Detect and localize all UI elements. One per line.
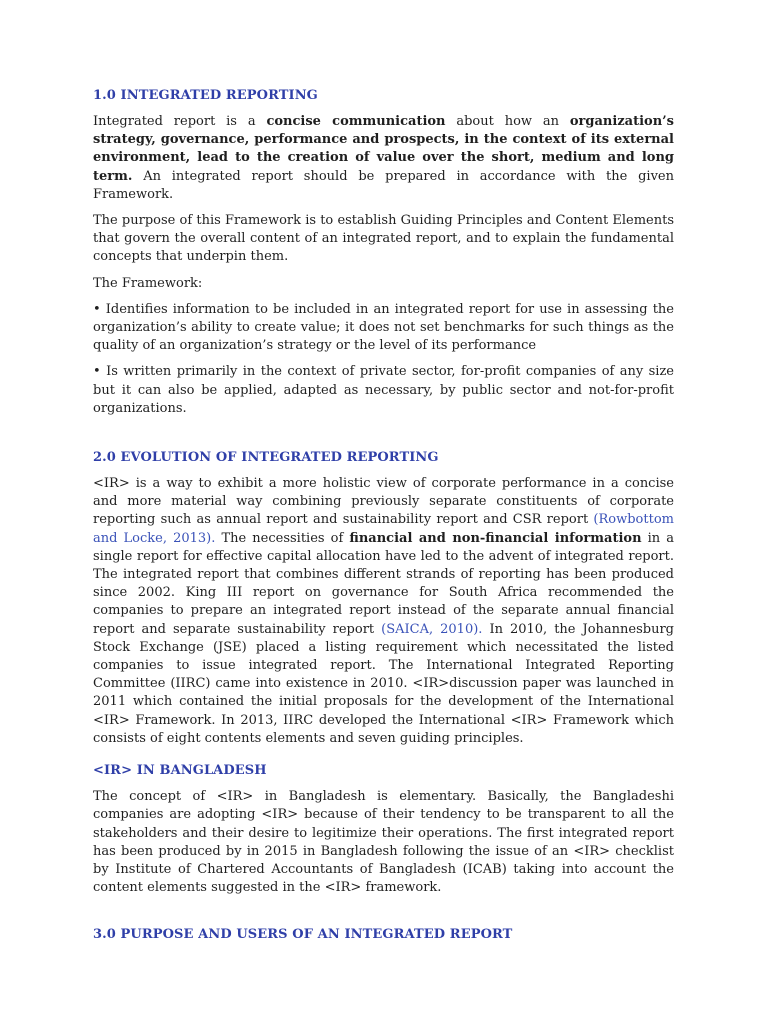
section-2-heading: 2.0 EVOLUTION OF INTEGRATED REPORTING [93,450,439,466]
text-run: The necessities of [215,530,350,546]
text-run: In 2010, the Johannesburg Stock Exchange (JSE) placed a listing requirement which necessitated the listed companies to issue integrated report. The International Integrated Reporting Committee (IIRC) came into existence in 2010. <IR>discussion paper was launched in 2011 which contained the initial proposals for the development of the International <IR> Framework. In 2013, IIRC developed the International <IR> Framework which consists of eight contents elements and seven guiding principles. [93,621,675,746]
citation: (SAICA, 2010). [381,621,483,637]
document-page [93,86,674,945]
bullet-item: • Identifies information to be included in an integrated report for use in assessing the organization’s ability to create value; it does not set benchmarks for such things as the quality of an organization’s strategy or the level of its performance [93,301,674,354]
section-1-heading: 1.0 INTEGRATED REPORTING [93,88,318,103]
bold-run: organization’s strategy, governance, performance and prospects, in the context of its external environment, lead to the creation of value over the short, medium and long term. [93,114,674,184]
section-1-paragraph-2: The purpose of this Framework is to establish Guiding Principles and Content Elements that govern the overall content of an integrated report, and to explain the fundamental concepts that underpin them. [93,213,674,265]
ir-bangladesh-heading: <IR> IN BANGLADESH [93,763,267,779]
section-1-paragraph-1 [93,113,674,204]
section-3-heading: 3.0 PURPOSE AND USERS OF AN INTEGRATED REPORT [93,927,513,943]
text-run: Integrated report is a [93,114,267,129]
section-2-paragraph-1 [93,475,674,748]
framework-label: The Framework: [93,275,203,291]
text-run: about how an [445,114,570,129]
bold-run: concise communication [266,114,446,129]
bold-run: financial and non-financial information [349,530,642,546]
bullet-item: • Is written primarily in the context of private sector, for-profit companies of any size but it can also be applied, adapted as necessary, by public sector and not-for-profit organizations. [93,364,674,416]
text-run: <IR> is a way to exhibit a more holistic view of corporate performance in a concise and more material way combining previously separate constituents of corporate reporting such as annual report and sustainability report and CSR report [93,476,674,528]
text-run: in a single report for effective capital allocation have led to the advent of integrated report. The integrated report that combines different strands of reporting has been produced since 2002. King III report on governance for South Africa recommended the companies to prepare an integrated report instead of the separate annual financial report and separate sustainability report [93,530,674,637]
section-2-paragraph-2: The concept of <IR> in Bangladesh is elementary. Basically, the Bangladeshi companies are adopting <IR> because of their tendency to be transparent to all the stakeholders and their desire to legitimize their operations. The first integrated report has been produced by in 2015 in Bangladesh following the issue of an <IR> checklist by Institute of Chartered Accountants of Bangladesh (ICAB) taking into account the content elements suggested in the <IR> framework. [93,789,674,896]
text-run: An integrated report should be prepared in accordance with the given Framework. [93,168,674,202]
citation: (Rowbottom and Locke, 2013). [93,512,674,546]
